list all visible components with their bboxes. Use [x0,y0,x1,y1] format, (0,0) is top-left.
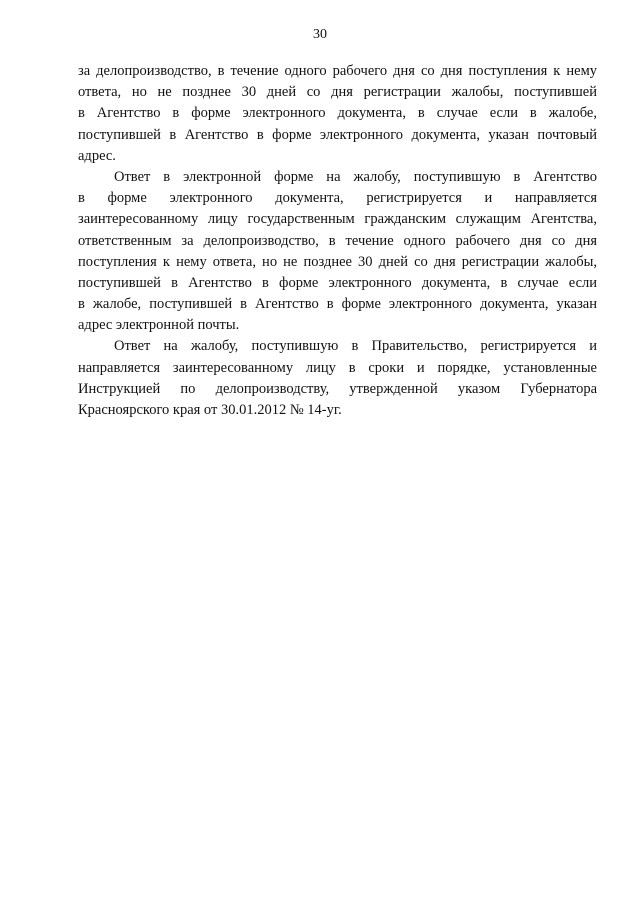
text-line: Ответ на жалобу, поступившую в Правительство, регистрируется и [114,338,597,355]
text-line: поступившей в Агентство в форме электронного документа, в случае если [78,274,597,291]
text-line: Ответ в электронной форме на жалобу, поступившую в Агентство [114,168,597,185]
text-line: поступившей в Агентство в форме электронного документа, указан почтовый [78,126,597,143]
paragraph [78,61,597,167]
text-line: направляется заинтересованному лицу в сроки и порядке, установленные [78,359,597,376]
text-line: за делопроизводство, в течение одного рабочего дня со дня поступления к нему [78,63,597,79]
page-number: 30 [313,27,327,42]
text-line: Инструкцией по делопроизводству, утвержденной указом Губернатора [78,380,597,397]
text-line: ответственным за делопроизводство, в течение одного рабочего дня со дня [78,232,597,249]
paragraph [78,167,597,337]
text-line: заинтересованному лицу государственным гражданским служащим Агентства, [78,211,597,228]
text-line: адрес. [78,147,116,164]
text-line: ответа, но не позднее 30 дней со дня регистрации жалобы, поступившей [78,84,597,101]
text-line: поступления к нему ответа, но не позднее 30 дней со дня регистрации жалобы, [78,253,597,270]
body-text [78,61,597,421]
paragraph [78,336,597,421]
text-line: в жалобе, поступившей в Агентство в форме электронного документа, указан [78,296,597,313]
text-line: в Агентство в форме электронного документа, в случае если в жалобе, [78,105,597,122]
text-line: Красноярского края от 30.01.2012 № 14-уг. [78,402,342,418]
text-line: адрес электронной почты. [78,317,240,334]
text-line: в форме электронного документа, регистрируется и направляется [78,190,597,207]
